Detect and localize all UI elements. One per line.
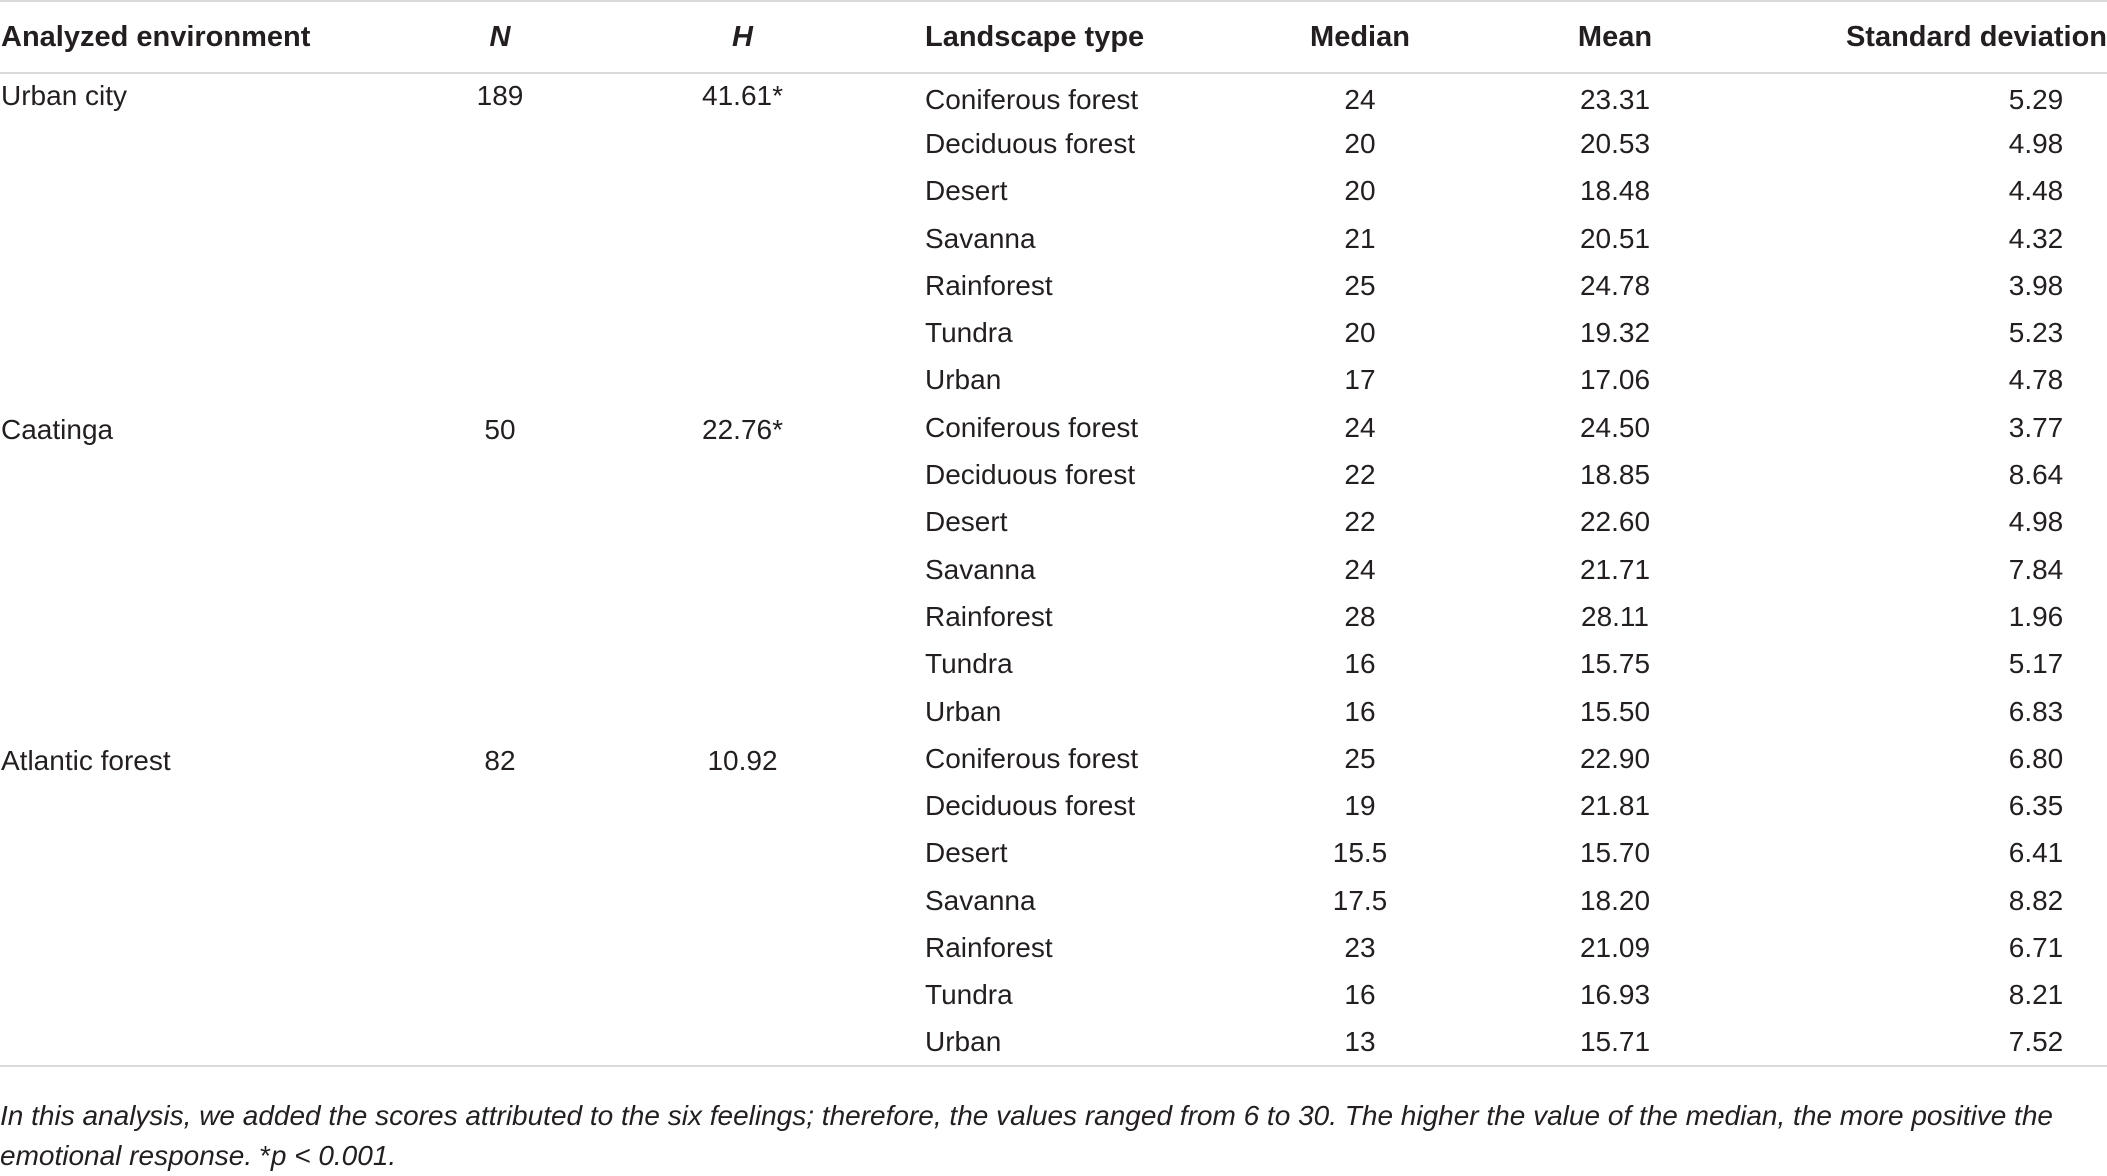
landscape-type-cell: Tundra <box>925 979 1013 1011</box>
analyzed-environment-cell: Atlantic forest <box>1 745 171 777</box>
mean-cell: 19.32 <box>1579 317 1651 349</box>
mean-cell: 24.50 <box>1579 411 1651 443</box>
landscape-type-cell: Urban <box>925 695 1002 727</box>
mean-cell: 22.90 <box>1579 742 1651 774</box>
mean-cell: 16.93 <box>1579 979 1651 1011</box>
footnote-asterisk: * <box>259 1140 271 1171</box>
header-row <box>0 1 2107 73</box>
h-statistic-cell: 41.61* <box>702 80 783 111</box>
table-body <box>0 73 2107 1066</box>
analyzed-environment-cell: Caatinga <box>1 414 114 446</box>
standard-deviation-cell: 8.21 <box>2008 979 2064 1011</box>
landscape-type-cell: Rainforest <box>925 931 1053 963</box>
mean-cell: 18.20 <box>1579 884 1651 916</box>
standard-deviation-cell: 5.23 <box>2008 317 2064 349</box>
standard-deviation-cell: 1.96 <box>2008 600 2064 632</box>
standard-deviation-cell: 6.35 <box>2008 790 2064 822</box>
mean-cell: 21.09 <box>1579 931 1651 963</box>
landscape-type-cell: Savanna <box>925 222 1036 254</box>
median-cell: 19 <box>1344 790 1376 822</box>
median-cell: 17.5 <box>1332 884 1388 916</box>
table-header <box>0 1 2107 73</box>
median-cell: 28 <box>1344 600 1376 632</box>
standard-deviation-cell: 4.98 <box>2008 127 2064 159</box>
header-mean: Mean <box>1577 20 1653 53</box>
standard-deviation-cell: 4.48 <box>2008 175 2064 207</box>
n-cell: 82 <box>484 745 516 777</box>
landscape-type-cell: Savanna <box>925 553 1036 585</box>
mean-cell: 15.50 <box>1579 695 1651 727</box>
header-landscape-type: Landscape type <box>925 20 1145 53</box>
median-cell: 24 <box>1344 84 1376 116</box>
header-median: Median <box>1310 20 1410 53</box>
footnote-text: emotional response. <box>0 1140 260 1171</box>
mean-cell: 15.71 <box>1579 1026 1651 1058</box>
standard-deviation-cell: 5.29 <box>2008 84 2064 116</box>
landscape-type-cell: Coniferous forest <box>925 742 1139 774</box>
h-statistic-cell: 22.76* <box>702 414 783 446</box>
analyzed-environment-cell: Urban city <box>1 80 128 111</box>
median-cell: 25 <box>1344 269 1376 301</box>
landscape-type-cell: Tundra <box>925 317 1013 349</box>
standard-deviation-cell: 3.98 <box>2008 269 2064 301</box>
table-row <box>0 73 2107 120</box>
mean-cell: 28.11 <box>1581 600 1649 632</box>
footnote-line-1: In this analysis, we added the scores attributed to the six feelings; therefore, the values ranged from 6 to 30. The higher the value of the median, the more positive the <box>0 1100 2053 1131</box>
median-cell: 16 <box>1344 695 1376 727</box>
landscape-type-cell: Urban <box>925 364 1002 396</box>
landscape-type-cell: Deciduous forest <box>925 790 1136 822</box>
standard-deviation-cell: 8.64 <box>2008 459 2064 491</box>
landscape-type-cell: Tundra <box>925 648 1013 680</box>
landscape-type-cell: Rainforest <box>925 600 1053 632</box>
mean-cell: 23.31 <box>1579 84 1651 116</box>
median-cell: 17 <box>1344 364 1376 396</box>
landscape-type-cell: Savanna <box>925 884 1036 916</box>
standard-deviation-cell: 4.32 <box>2008 222 2064 254</box>
footnote-line-2 <box>0 1136 2107 1176</box>
landscape-type-cell: Desert <box>925 837 1008 869</box>
median-cell: 13 <box>1344 1026 1376 1058</box>
standard-deviation-cell: 6.71 <box>2008 931 2064 963</box>
mean-cell: 18.85 <box>1579 459 1651 491</box>
median-cell: 22 <box>1344 459 1376 491</box>
standard-deviation-cell: 6.80 <box>2008 742 2064 774</box>
median-cell: 15.5 <box>1332 837 1388 869</box>
n-cell: 50 <box>484 414 516 446</box>
table-row <box>0 404 2107 451</box>
standard-deviation-cell: 3.77 <box>2008 411 2064 443</box>
median-cell: 23 <box>1344 931 1376 963</box>
median-cell: 16 <box>1344 979 1376 1011</box>
median-cell: 25 <box>1344 742 1376 774</box>
standard-deviation-cell: 7.84 <box>2008 553 2064 585</box>
landscape-type-cell: Urban <box>925 1026 1002 1058</box>
standard-deviation-cell: 6.41 <box>2008 837 2064 869</box>
median-cell: 20 <box>1344 317 1376 349</box>
mean-cell: 22.60 <box>1579 506 1651 538</box>
footnote-threshold: < 0.001. <box>286 1140 397 1171</box>
standard-deviation-cell: 7.52 <box>2008 1026 2064 1058</box>
median-cell: 20 <box>1344 175 1376 207</box>
standard-deviation-cell: 6.83 <box>2008 695 2064 727</box>
h-statistic-cell: 10.92 <box>707 745 778 777</box>
landscape-type-cell: Desert <box>925 175 1008 207</box>
mean-cell: 17.06 <box>1579 364 1651 396</box>
median-cell: 24 <box>1344 553 1376 585</box>
table-footnote <box>0 1096 2107 1176</box>
standard-deviation-cell: 5.17 <box>2008 648 2064 680</box>
landscape-type-cell: Deciduous forest <box>925 459 1136 491</box>
landscape-type-cell: Desert <box>925 506 1008 538</box>
median-cell: 20 <box>1344 127 1376 159</box>
median-cell: 16 <box>1344 648 1376 680</box>
mean-cell: 20.53 <box>1579 127 1651 159</box>
mean-cell: 15.75 <box>1579 648 1651 680</box>
header-h: H <box>732 20 753 53</box>
landscape-type-cell: Rainforest <box>925 269 1053 301</box>
n-cell: 189 <box>476 80 524 111</box>
mean-cell: 20.51 <box>1579 222 1651 254</box>
header-standard-deviation: Standard deviation <box>1845 20 2107 53</box>
landscape-type-cell: Deciduous forest <box>925 127 1136 159</box>
header-analyzed-environment: Analyzed environment <box>1 20 311 53</box>
mean-cell: 15.70 <box>1579 837 1651 869</box>
median-cell: 21 <box>1344 222 1376 254</box>
header-n: N <box>489 20 511 53</box>
standard-deviation-cell: 4.98 <box>2008 506 2064 538</box>
median-cell: 22 <box>1344 506 1376 538</box>
median-cell: 24 <box>1344 411 1376 443</box>
mean-cell: 21.81 <box>1579 790 1651 822</box>
mean-cell: 24.78 <box>1579 269 1651 301</box>
landscape-type-cell: Coniferous forest <box>925 84 1139 116</box>
standard-deviation-cell: 4.78 <box>2008 364 2064 396</box>
table-row <box>0 735 2107 782</box>
standard-deviation-cell: 8.82 <box>2008 884 2064 916</box>
footnote-p: p <box>270 1140 287 1171</box>
mean-cell: 21.71 <box>1579 553 1651 585</box>
mean-cell: 18.48 <box>1579 175 1651 207</box>
landscape-type-cell: Coniferous forest <box>925 411 1139 443</box>
